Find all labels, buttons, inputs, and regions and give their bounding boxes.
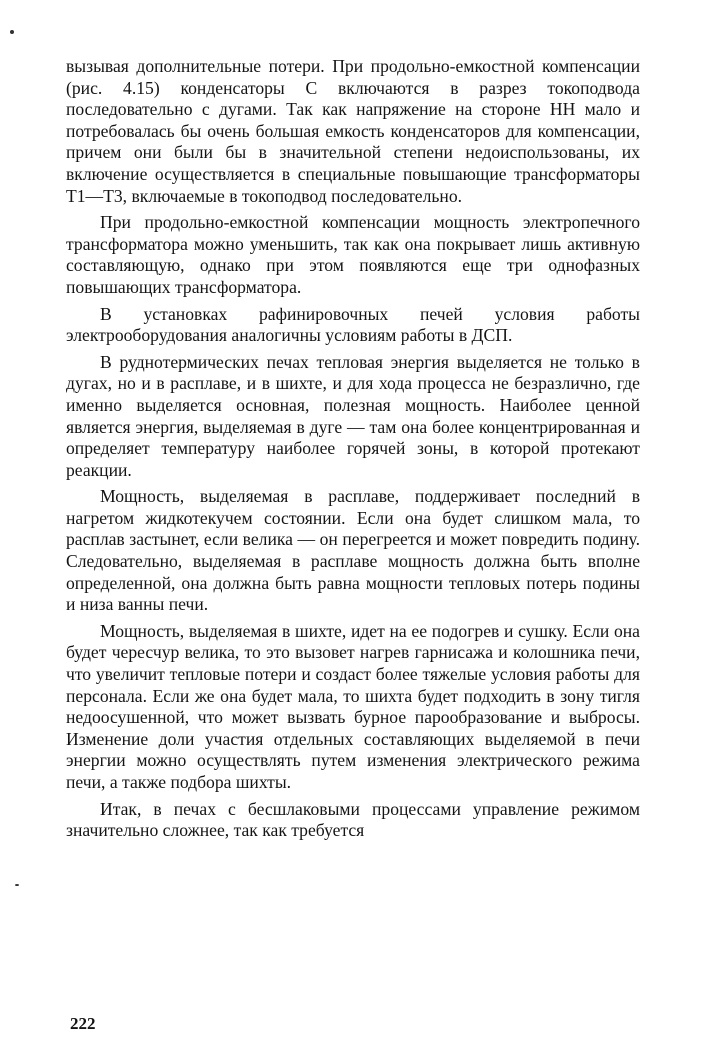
paragraph-5: Мощность, выделяемая в расплаве, поддерживает последний в нагретом жидкотекучем состоянии. Если она будет слишком мала, то расплав застынет, если велика — он перегреется и может повредить подину. Следовательно, выделяемая в расплаве мощность должна быть вполне определенной, она должна быть равна мощности тепловых потерь подины и низа ванны печи. <box>66 486 640 615</box>
paragraph-2: При продольно-емкостной компенсации мощность электропечного трансформатора можно уменьшить, так как она покрывает лишь активную составляющую, однако при этом появляются еще три однофазных повышающих трансформатора. <box>66 212 640 297</box>
print-speck <box>10 30 14 34</box>
print-speck <box>15 884 19 886</box>
paragraph-4: В руднотермических печах тепловая энергия выделяется не только в дугах, но и в расплаве, и в шихте, и для хода процесса не безразлично, где именно выделяется основная, полезная мощность. Наиболее ценной является энергия, выделяемая в дуге — там она более концентрированная и определяет температуру наиболее горячей зоны, в которой протекают реакции. <box>66 351 640 480</box>
paragraph-1: вызывая дополнительные потери. При продольно-емкостной компенсации (рис. 4.15) конденсаторы С включаются в разрез токоподвода последовательно с дугами. Так как напряжение на стороне НН мало и потребовалась бы очень большая емкость конденсаторов для компенсации, причем они были бы в значительной степени недоиспользованы, их включение осуществляется в специальные повышающие трансформаторы Т1—Т3, включаемые в токоподвод последовательно. <box>66 56 640 206</box>
paragraph-7: Итак, в печах с бесшлаковыми процессами управление режимом значительно сложнее, так как требуется <box>66 798 640 841</box>
page-number: 222 <box>70 1014 96 1033</box>
paragraph-3: В установках рафинировочных печей условия работы электрооборудования аналогичны условиям работы в ДСП. <box>66 303 640 346</box>
page-text <box>66 56 640 842</box>
paragraph-6: Мощность, выделяемая в шихте, идет на ее подогрев и сушку. Если она будет чересчур велика, то это вызовет нагрев гарнисажа и колошника печи, что увеличит тепловые потери и создаст более тяжелые условия работы для персонала. Если же она будет мала, то шихта будет подходить в зону тигля недоосушенной, что может вызвать бурное парообразование и выбросы. Изменение доли участия отдельных составляющих выделяемой в печи энергии можно осуществлять путем изменения электрического режима печи, а также подбора шихты. <box>66 620 640 792</box>
